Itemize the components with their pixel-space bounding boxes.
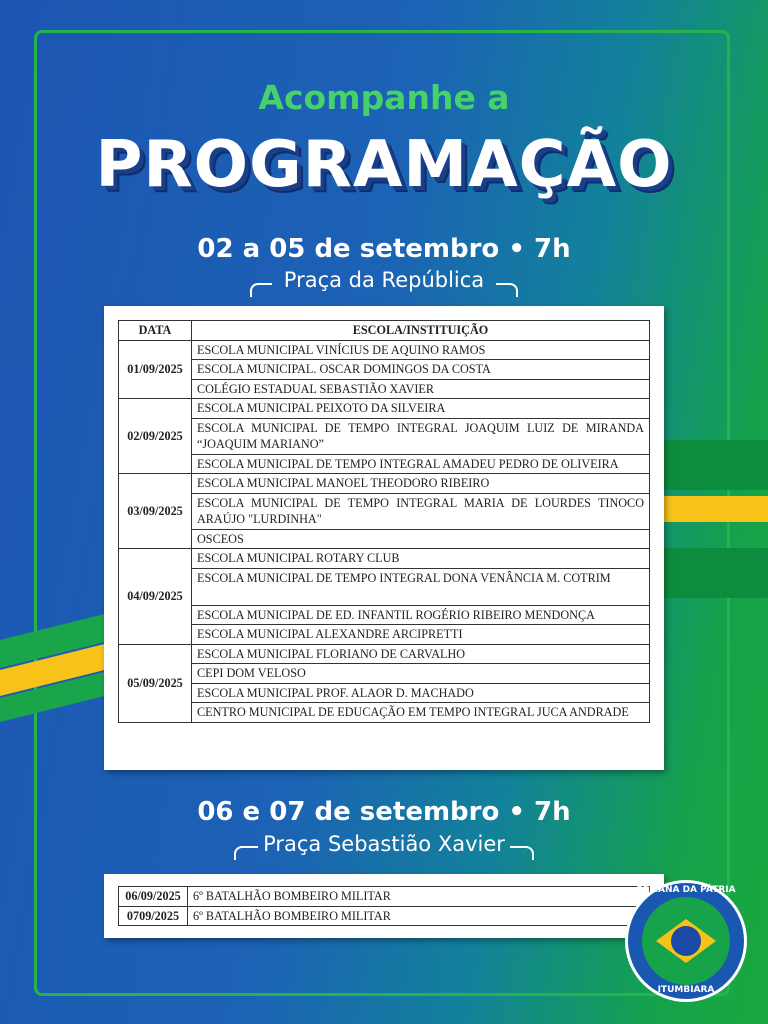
bracket-right [496,283,518,297]
row-institution: ESCOLA MUNICIPAL VINÍCIUS DE AQUINO RAMOS [192,340,650,360]
table-header-row [119,321,650,341]
header-institution: ESCOLA/INSTITUIÇÃO [192,321,650,341]
table-row [119,664,650,684]
table-row [119,474,650,494]
row-institution: ESCOLA MUNICIPAL DE TEMPO INTEGRAL MARIA DE LOURDES TINOCO ARAÚJO "LURDINHA" [192,493,650,529]
table-row [119,454,650,474]
table-row [119,493,650,529]
table-row [119,340,650,360]
row-institution: ESCOLA MUNICIPAL. OSCAR DOMINGOS DA COSTA [192,360,650,380]
row-institution: ESCOLA MUNICIPAL PROF. ALAOR D. MACHADO [192,683,650,703]
seal-top-text: SEMANA DA PÁTRIA [636,885,736,895]
table-row [119,644,650,664]
row-institution: ESCOLA MUNICIPAL DE TEMPO INTEGRAL DONA VENÂNCIA M. COTRIM [192,568,650,605]
table-row [119,360,650,380]
table-row [119,399,650,419]
schedule-table-1 [118,320,650,723]
schedule-sheet-2 [104,874,664,938]
row-institution: ESCOLA MUNICIPAL DE ED. INFANTIL ROGÉRIO RIBEIRO MENDONÇA [192,605,650,625]
row-date: 05/09/2025 [119,644,192,722]
table-row [119,703,650,723]
row-date: 01/09/2025 [119,340,192,399]
table-row [119,906,650,926]
row-institution: 6º BATALHÃO BOMBEIRO MILITAR [188,887,650,907]
table-row [119,568,650,605]
row-institution: CENTRO MUNICIPAL DE EDUCAÇÃO EM TEMPO INTEGRAL JUCA ANDRADE [192,703,650,723]
section1-place: Praça da República [283,268,485,292]
page-title: PROGRAMAÇÃO [95,128,673,202]
ribbon-right-green-top [662,440,768,490]
table-row [119,625,650,645]
row-institution: ESCOLA MUNICIPAL DE TEMPO INTEGRAL AMADEU PEDRO DE OLIVEIRA [192,454,650,474]
row-institution: ESCOLA MUNICIPAL MANOEL THEODORO RIBEIRO [192,474,650,494]
seal-flag-icon [642,897,730,985]
page-subtitle: Acompanhe a [258,78,510,117]
row-institution: ESCOLA MUNICIPAL DE TEMPO INTEGRAL JOAQUIM LUIZ DE MIRANDA “JOAQUIM MARIANO” [192,418,650,454]
row-institution: ESCOLA MUNICIPAL FLORIANO DE CARVALHO [192,644,650,664]
row-date: 02/09/2025 [119,399,192,474]
semana-da-patria-seal [625,880,747,1002]
table-row [119,529,650,549]
section2-dates: 06 e 07 de setembro • 7h [197,797,571,827]
row-institution: COLÉGIO ESTADUAL SEBASTIÃO XAVIER [192,379,650,399]
row-institution: 6º BATALHÃO BOMBEIRO MILITAR [188,906,650,926]
row-institution: CEPI DOM VELOSO [192,664,650,684]
row-date: 03/09/2025 [119,474,192,549]
row-institution: ESCOLA MUNICIPAL ROTARY CLUB [192,549,650,569]
bracket-right [510,846,534,860]
table-row [119,683,650,703]
row-institution: ESCOLA MUNICIPAL ALEXANDRE ARCIPRETTI [192,625,650,645]
row-institution: OSCEOS [192,529,650,549]
table-row [119,418,650,454]
table-row [119,605,650,625]
table-row [119,379,650,399]
header-date: DATA [119,321,192,341]
schedule-sheet-1 [104,306,664,770]
section2-place: Praça Sebastião Xavier [263,832,505,856]
row-date: 04/09/2025 [119,549,192,645]
section1-dates: 02 a 05 de setembro • 7h [197,234,571,264]
ribbon-right-yellow [662,496,768,522]
seal-bottom-text: ITUMBIARA [657,985,715,995]
table-row [119,887,650,907]
row-institution: ESCOLA MUNICIPAL PEIXOTO DA SILVEIRA [192,399,650,419]
table-row [119,549,650,569]
flag-globe [671,926,701,956]
ribbon-right-green-bottom [662,548,768,598]
row-date: 0709/2025 [119,906,188,926]
row-date: 06/09/2025 [119,887,188,907]
schedule-table-2 [118,886,650,926]
